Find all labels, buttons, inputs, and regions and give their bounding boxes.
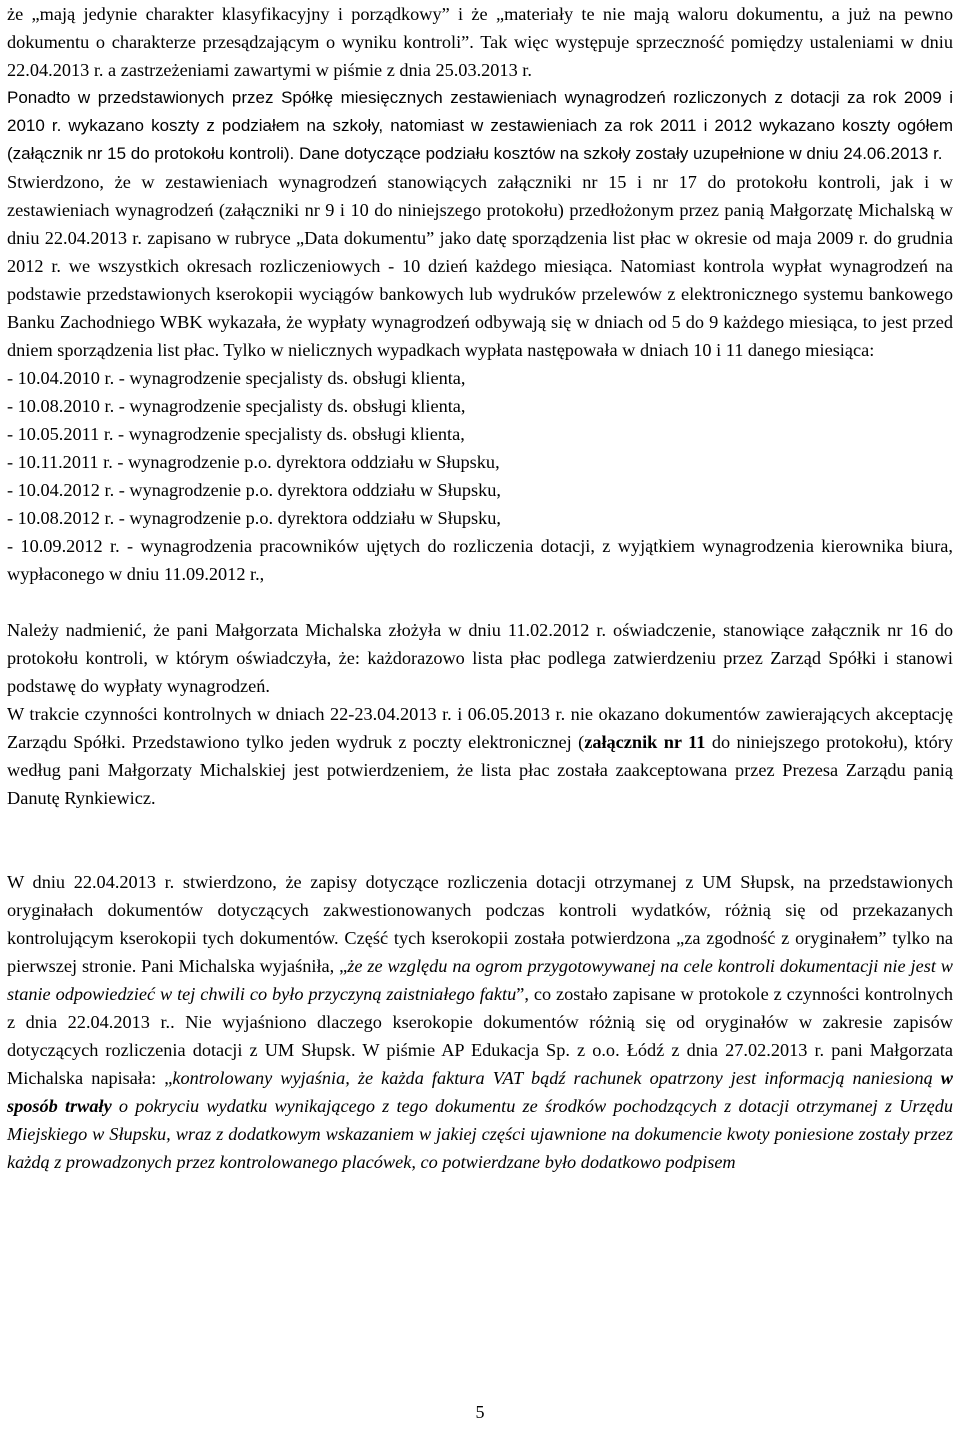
paragraph-stwierdzono-text: Stwierdzono, że w zestawieniach wynagrodzeń stanowiących załączniki nr 15 i nr 17 do protokołu kontroli, jak i w zestawieniach wynagrodzeń (załączniki nr 9 i 10 do niniejszego protokołu) przedłożonym przez panią Małgorzatę Michalską w dniu 22.04.2013 r. zapisano w rubryce „Data dokumentu” jako datę sporządzenia list płac w okresie od maja 2009 r. do grudnia 2012 r. we wszystkich okresach rozliczeniowych - 10 dzień każdego miesiąca. Natomiast kontrola wypłat wynagrodzeń na podstawie przedstawionych kserokopii wyciągów bankowych lub wydruków przelewów z elektronicznego systemu bankowego Banku Zachodniego WBK wykazała, że wypłaty wynagrodzeń odbywają się w dniach od 5 do 9 każdego miesiąca, to jest przed dniem sporządzenia list płac. Tylko w nielicznych wypadkach wypłata następowała w dniach 10 i 11 danego miesiąca:: [7, 172, 953, 360]
list-item: - 10.05.2011 r. - wynagrodzenie specjalisty ds. obsługi klienta,: [7, 424, 465, 444]
paragraph-intro: [7, 0, 953, 84]
list-item: - 10.08.2012 r. - wynagrodzenie p.o. dyrektora oddziału w Słupsku,: [7, 508, 502, 528]
paragraph-czynnosci: [7, 700, 953, 812]
list-item: - 10.08.2010 r. - wynagrodzenie specjalisty ds. obsługi klienta,: [7, 396, 466, 416]
list-item: - 10.11.2011 r. - wynagrodzenie p.o. dyrektora oddziału w Słupsku,: [7, 452, 500, 472]
page-number: 5: [475, 1402, 485, 1422]
quote-letter-bold: w sposób trwały: [7, 1068, 953, 1116]
paragraph-podzial: [7, 84, 953, 168]
quote-letter-b: o pokryciu wydatku wynikającego z tego dokumentu ze środków pochodzących z dotacji otrzymanej z Urzędu Miejskiego w Słupsku, wraz z dodatkowym wskazaniem w jakiej części ujawnione na dokumencie kwoty poniesione zostały przez każdą z prowadzonych przez kontrolowanego placówek, co potwierdzane było dodatkowo podpisem: [7, 1096, 953, 1172]
attachment-reference: załącznik nr 11: [584, 732, 706, 752]
paragraph-intro-text: że „mają jedynie charakter klasyfikacyjny i porządkowy” i że „materiały te nie mają waloru dokumentu, a już na pewno dokumentu o charakterze przesądzającym o wyniku kontroli”. Tak więc występuje sprzeczność pomiędzy ustaleniami w dniu 22.04.2013 r. a zastrzeżeniami zawartymi w piśmie z dnia 25.03.2013 r.: [7, 4, 953, 80]
list-item-last: - 10.09.2012 r. - wynagrodzenia pracowników ujętych do rozliczenia dotacji, z wyjątkiem wynagrodzenia kierownika biura, wypłaconego w dniu 11.09.2012 r.,: [7, 536, 953, 584]
document-page: [7, 0, 953, 1176]
paragraph-zapisy: [7, 868, 953, 1176]
list-item: - 10.04.2012 r. - wynagrodzenie p.o. dyrektora oddziału w Słupsku,: [7, 480, 502, 500]
list-item: - 10.04.2010 r. - wynagrodzenie specjalisty ds. obsługi klienta,: [7, 368, 466, 388]
payment-date-list: [7, 364, 953, 588]
quote-michalska: że ze względu na ogrom przygotowywanej na cele kontroli dokumentacji nie jest w stanie odpowiedzieć w tej chwili co było przyczyną zaistniałego faktu: [7, 956, 953, 1004]
paragraph-czynnosci-text-b: do niniejszego protokołu), który według pani Małgorzaty Michalskiej jest potwierdzeniem, że lista płac została zaakceptowana przez Prezesa Zarządu panią Danutę Rynkiewicz.: [7, 732, 954, 808]
paragraph-czynnosci-text-a: W trakcie czynności kontrolnych w dniach 22-23.04.2013 r. i 06.05.2013 r. nie okazano dokumentów zawierających akceptację Zarządu Spółki. Przedstawiono tylko jeden wydruk z poczty elektronicznej (: [7, 704, 953, 752]
paragraph-stwierdzono: [7, 168, 953, 364]
paragraph-oswiadczenie: [7, 616, 953, 700]
paragraph-zapisy-text-2: ”, co zostało zapisane w protokole z czynności kontrolnych z dnia 22.04.2013 r.. Nie wyjaśniono dlaczego kserokopie dokumentów różnią się od oryginałów w zakresie zapisów dotyczących rozliczenia dotacji z UM Słupsk. W piśmie AP Edukacja Sp. z o.o. Łódź z dnia 27.02.2013 r. pani Małgorzata Michalska napisała: „: [7, 984, 954, 1088]
paragraph-oswiadczenie-text: Należy nadmienić, że pani Małgorzata Michalska złożyła w dniu 11.02.2012 r. oświadczenie, stanowiące załącznik nr 16 do protokołu kontroli, w którym oświadczyła, że: każdorazowo lista płac podlega zatwierdzeniu przez Zarząd Spółki i stanowi podstawę do wypłaty wynagrodzeń.: [7, 620, 953, 696]
spacer: [7, 812, 953, 868]
paragraph-podzial-text: Ponadto w przedstawionych przez Spółkę miesięcznych zestawieniach wynagrodzeń rozliczonych z dotacji za rok 2009 i 2010 r. wykazano koszty z podziałem na szkoły, natomiast w zestawieniach za rok 2011 i 2012 wykazano koszty ogółem (załącznik nr 15 do protokołu kontroli). Dane dotyczące podziału kosztów na szkoły zostały uzupełnione w dniu 24.06.2013 r.: [7, 88, 953, 163]
spacer: [7, 588, 953, 616]
paragraph-zapisy-text-1: W dniu 22.04.2013 r. stwierdzono, że zapisy dotyczące rozliczenia dotacji otrzymanej z UM Słupsk, na przedstawionych oryginałach dokumentów dotyczących zakwestionowanych podczas kontroli wydatków, różnią się od przekazanych kontrolującym kserokopii tych dokumentów. Część tych kserokopii została potwierdzona „za zgodność z oryginałem” tylko na pierwszej stronie. Pani Michalska wyjaśniła, „: [7, 872, 953, 976]
quote-letter-a: kontrolowany wyjaśnia, że każda faktura VAT bądź rachunek opatrzony jest informacją naniesioną: [172, 1068, 941, 1088]
